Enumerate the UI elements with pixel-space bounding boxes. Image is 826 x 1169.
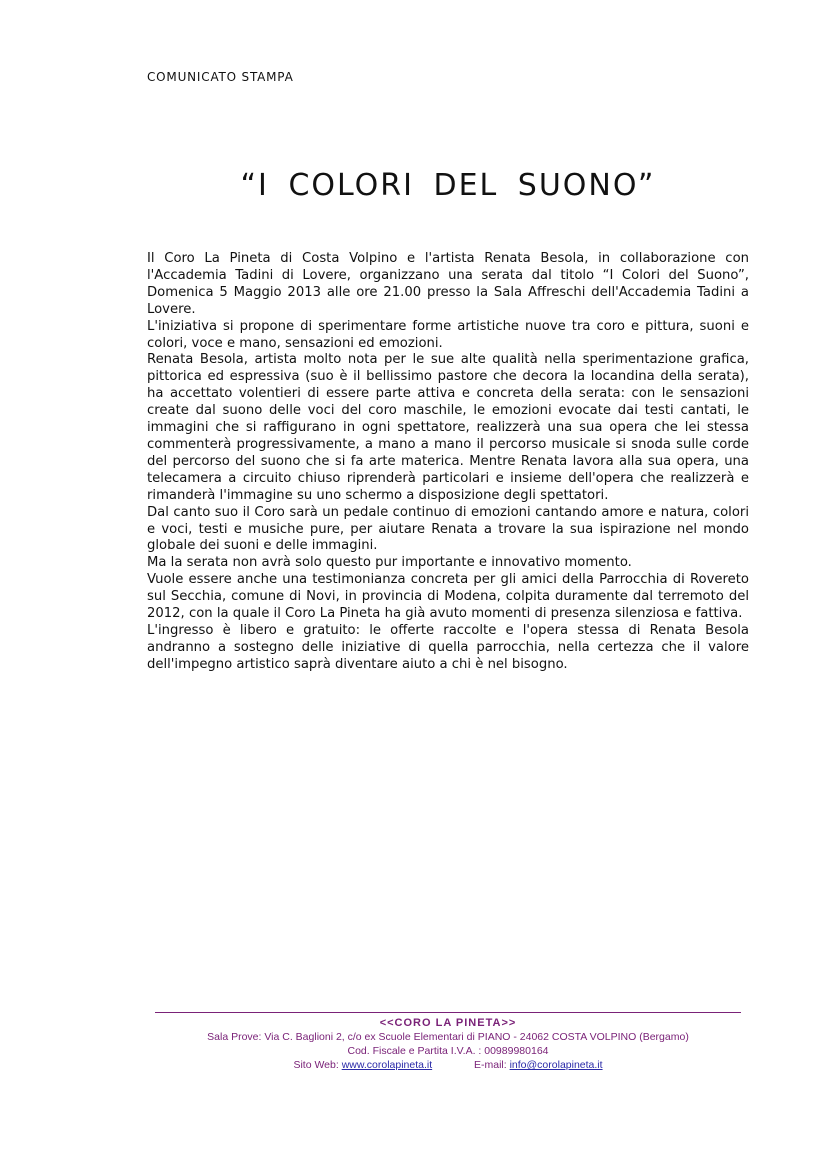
footer-address: Sala Prove: Via C. Baglioni 2, c/o ex Scuole Elementari di PIANO - 24062 COSTA VOLPINO (Bergamo) [207, 1031, 689, 1043]
letterhead-footer [147, 1002, 749, 1072]
footer-email-label: E-mail: [474, 1059, 507, 1071]
paragraph-event-announcement: Il Coro La Pineta di Costa Volpino e l'artista Renata Besola, in collaborazione con l'Accademia Tadini di Lovere, organizzano una serata dal titolo “I Colori del Suono”, Domenica 5 Maggio 2013 alle ore 21.00 presso la Sala Affreschi dell'Accademia Tadini a Lovere. [147, 251, 749, 317]
footer-divider [155, 1012, 741, 1013]
footer-organization-name: <<CORO LA PINETA>> [379, 1017, 517, 1029]
paragraph-artist: Renata Besola, artista molto nota per le sue alte qualità nella sperimentazione grafica, pittorica ed espressiva (suo è il bellissimo pastore che decora la locandina della serata), ha accettato volentieri di essere parte attiva e concreta della serata: con le sensazioni create dal suono delle voci del coro maschile, le emozioni evocate dai testi cantati, le immagini che si raffigurano in ogni spettatore, realizzerà una sua opera che lei stessa commenterà progressivamente, a mano a mano il percorso musicale si snoda sulle corde del percorso del suono che si fa arte materica. Mentre Renata lavora alla sua opera, una telecamera a circuito chiuso riprenderà particolari e insieme dell'opera che realizzerà e rimanderà l'immagine su uno schermo a disposizione degli spettatori. [147, 352, 749, 503]
paragraph-testimony: Vuole essere anche una testimonianza concreta per gli amici della Parrocchia di Rovereto sul Secchia, comune di Novi, in provincia di Modena, colpita duramente dal terremoto del 2012, con la quale il Coro La Pineta ha già avuto momenti di presenza silenziosa e fattiva. [147, 572, 749, 622]
press-release-body [147, 251, 749, 674]
paragraph-choir: Dal canto suo il Coro sarà un pedale continuo di emozioni cantando amore e natura, colori e voci, testi e musiche pure, per aiutare Renata a trovare la sua ispirazione nel mondo globale dei suoni e delle immagini. [147, 504, 749, 554]
document-title: “I COLORI DEL SUONO” [240, 168, 656, 204]
footer-website-link[interactable]: www.corolapineta.it [341, 1059, 433, 1071]
paragraph-initiative: L'iniziativa si propone di sperimentare forme artistiche nuove tra coro e pittura, suoni e colori, voce e mano, sensazioni ed emozioni. [147, 318, 749, 351]
document-header-label: COMUNICATO STAMPA [147, 70, 294, 84]
footer-email-link[interactable]: info@corolapineta.it [509, 1059, 603, 1071]
footer-contacts [147, 1058, 749, 1072]
paragraph-moment: Ma la serata non avrà solo questo pur importante e innovativo momento. [147, 555, 632, 571]
footer-tax-code: Cod. Fiscale e Partita I.V.A. : 00989980164 [347, 1045, 549, 1057]
paragraph-entry: L'ingresso è libero e gratuito: le offerte raccolte e l'opera stessa di Renata Besola andranno a sostegno delle iniziative di quella parrocchia, nella certezza che il valore dell'impegno artistico saprà diventare aiuto a chi è nel bisogno. [147, 622, 749, 672]
footer-web-label: Sito Web: [293, 1059, 339, 1071]
